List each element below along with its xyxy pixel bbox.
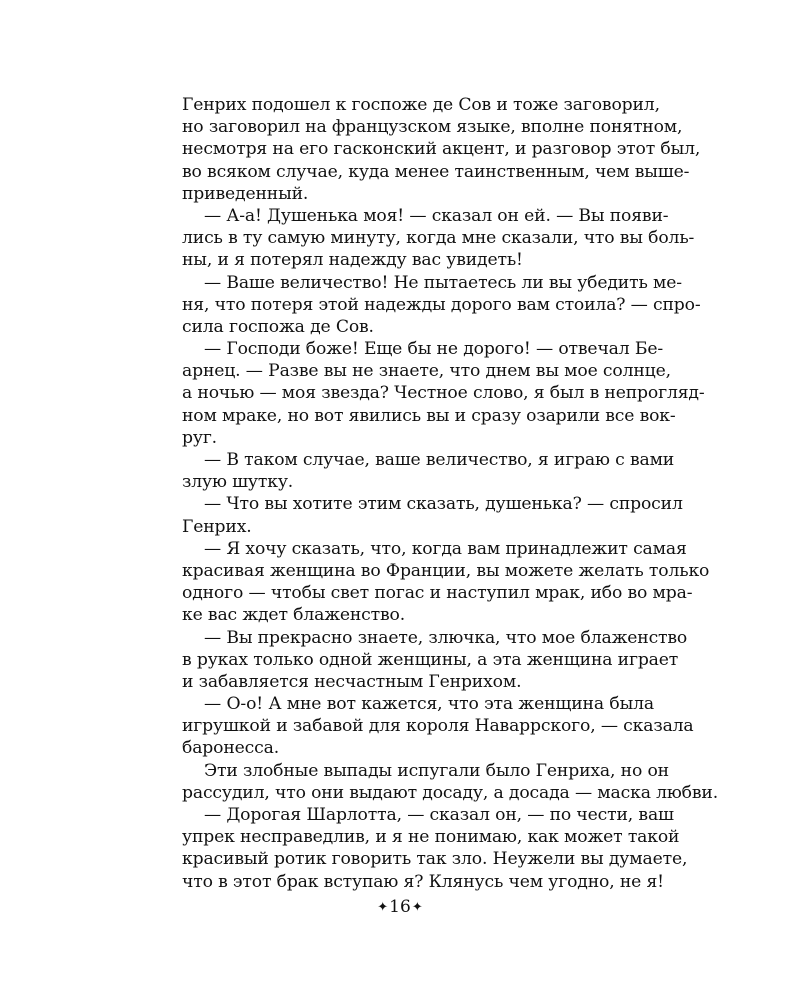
page-number-value: 16: [389, 897, 411, 917]
text-line: Эти злобные выпады испугали было Генриха, но он: [204, 760, 669, 781]
text-line: ня, что потеря этой надежды дорого вам стоила? — спро-: [182, 294, 701, 315]
text-line: одного — чтобы свет погас и наступил мрак, ибо во мра-: [182, 583, 693, 604]
ornament-right-icon: ✦: [411, 900, 423, 915]
text-line: несмотря на его гасконский акцент, и разговор этот был,: [182, 139, 701, 160]
text-line: арнец. — Разве вы не знаете, что днем вы мое солнце,: [182, 361, 671, 382]
text-line: Генрих.: [182, 516, 252, 537]
text-line: лись в ту самую минуту, когда мне сказали, что вы боль-: [182, 228, 695, 249]
text-line: — Я хочу сказать, что, когда вам принадлежит самая: [204, 538, 687, 559]
text-line: сила госпожа де Сов.: [182, 316, 374, 337]
text-line: — Что вы хотите этим сказать, душенька? — спросил: [204, 494, 683, 515]
text-line: руг.: [182, 427, 217, 448]
text-line: но заговорил на французском языке, вполне понятном,: [182, 117, 683, 138]
text-line: ны, и я потерял надежду вас увидеть!: [182, 250, 523, 271]
body-text: [182, 94, 719, 893]
text-line: — О-о! А мне вот кажется, что эта женщина была: [204, 694, 654, 715]
text-line: — А-а! Душенька моя! — сказал он ей. — Вы появи-: [204, 205, 669, 226]
text-line: Генрих подошел к госпоже де Сов и тоже заговорил,: [182, 95, 660, 115]
text-line: — Вы прекрасно знаете, злючка, что мое блаженство: [204, 627, 688, 648]
text-line: баронесса.: [182, 738, 280, 759]
ornament-left-icon: ✦: [377, 900, 389, 915]
text-line: игрушкой и забавой для короля Наваррского, — сказала: [182, 716, 694, 737]
text-line: и забавляется несчастным Генрихом.: [182, 671, 522, 692]
text-line: рассудил, что они выдают досаду, а досада — маска любви.: [182, 782, 719, 803]
text-line: красивый ротик говорить так зло. Неужели вы думаете,: [182, 849, 688, 870]
text-line: во всяком случае, куда менее таинственным, чем выше-: [182, 161, 690, 182]
text-line: — Ваше величество! Не пытаетесь ли вы убедить ме-: [204, 272, 682, 293]
text-line: злую шутку.: [182, 472, 294, 493]
text-line: ке вас ждет блаженство.: [182, 605, 406, 626]
text-line: красивая женщина во Франции, вы можете желать только: [182, 560, 710, 581]
text-line: в руках только одной женщины, а эта женщина играет: [182, 649, 679, 670]
text-line: — Господи боже! Еще бы не дорого! — отвечал Бе-: [204, 339, 664, 360]
text-line: приведенный.: [182, 183, 309, 204]
text-line: упрек несправедлив, и я не понимаю, как может такой: [182, 827, 680, 848]
text-line: что в этот брак вступаю я? Клянусь чем угодно, не я!: [182, 871, 664, 892]
text-line: — В таком случае, ваше величество, я играю с вами: [204, 450, 675, 470]
text-line: — Дорогая Шарлотта, — сказал он, — по чести, ваш: [204, 805, 674, 825]
text-line: а ночью — моя звезда? Честное слово, я был в непрогляд-: [182, 383, 705, 404]
page-number: [0, 897, 800, 917]
text-line: ном мраке, но вот явились вы и сразу озарили все вок-: [182, 405, 676, 426]
